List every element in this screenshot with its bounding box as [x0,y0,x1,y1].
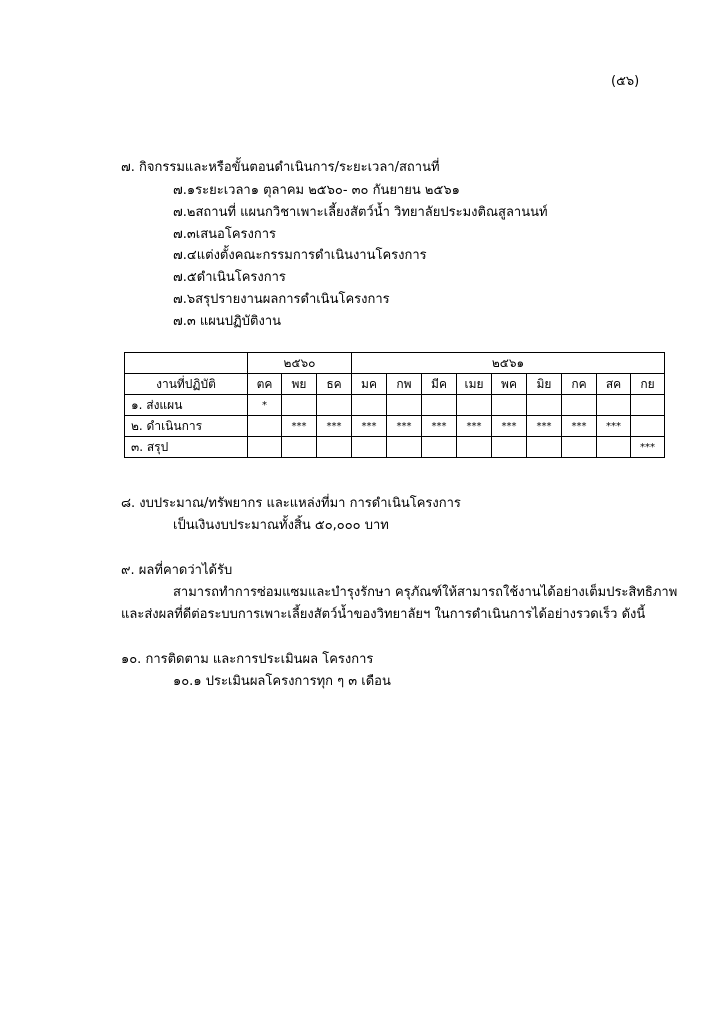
schedule-cell: *** [492,416,527,437]
schedule-cell [492,437,527,458]
schedule-cell: *** [422,416,457,437]
month-header-row [125,374,665,395]
schedule-cell [387,437,422,458]
schedule-cell [422,395,457,416]
month-header: มิย [527,374,562,395]
section7-item-3: ๗.๓เสนอโครงการ [173,227,277,242]
schedule-cell [352,395,387,416]
task-header: งานที่ปฏิบัติ [125,374,248,395]
schedule-cell [387,395,422,416]
section10-title: ๑๐. การติดตาม และการประเมินผล โครงการ [121,652,374,667]
section9-body-line1: สามารถทำการซ่อมแซมและบำรุงรักษา ครุภัณฑ์ให้สามารถใช้งานได้อย่างเต็มประสิทธิภาพ [173,585,678,600]
schedule-cell [527,437,562,458]
schedule-cell: *** [317,416,352,437]
month-header: ธค [317,374,352,395]
section8-title: ๘. งบประมาณ/ทรัพยากร และแหล่งที่มา การดำเนินโครงการ [121,496,461,511]
schedule-cell: *** [387,416,422,437]
month-header: พย [282,374,317,395]
schedule-cell [631,395,665,416]
schedule-cell: *** [527,416,562,437]
schedule-cell [457,395,492,416]
section7-item-6: ๗.๖สรุปรายงานผลการดำเนินโครงการ [173,292,390,307]
section7-item-7: ๗.๓ แผนปฏิบัติงาน [173,314,282,329]
plan-table [124,352,665,458]
page-number: (๕๖) [611,74,640,89]
section9-body-line2: และส่งผลที่ดีต่อระบบการเพาะเลี้ยงสัตว์น้ำของวิทยาลัยฯ ในการดำเนินการได้อย่างรวดเร็ว ดังนี้ [121,607,646,622]
section7-item-4: ๗.๔แต่งตั้งคณะกรรมการดำเนินงานโครงการ [173,248,427,263]
month-header: กพ [387,374,422,395]
year-2561-header: ๒๕๖๑ [352,353,665,374]
schedule-cell [457,437,492,458]
year-2560-header: ๒๕๖๐ [248,353,352,374]
schedule-cell: *** [352,416,387,437]
month-header: มค [352,374,387,395]
schedule-cell [422,437,457,458]
task-label: ๑. ส่งแผน [125,395,248,416]
schedule-cell [282,395,317,416]
schedule-cell [631,416,665,437]
section10-item-1: ๑๐.๑ ประเมินผลโครงการทุก ๆ ๓ เดือน [173,674,391,689]
schedule-cell: *** [282,416,317,437]
schedule-cell [352,437,387,458]
schedule-cell [492,395,527,416]
table-row [125,437,665,458]
month-header: เมย [457,374,492,395]
schedule-cell [282,437,317,458]
table-row [125,395,665,416]
section7-item-1: ๗.๑ระยะเวลา๑ ตุลาคม ๒๕๖๐- ๓๐ กันยายน ๒๕๖๑ [173,183,460,198]
schedule-cell: *** [631,437,665,458]
schedule-cell [562,437,597,458]
month-header: ตค [248,374,282,395]
schedule-cell [597,437,631,458]
schedule-cell: *** [457,416,492,437]
section9-title: ๙. ผลที่คาดว่าได้รับ [121,563,233,578]
schedule-cell [248,437,282,458]
schedule-cell: *** [597,416,631,437]
task-label: ๓. สรุป [125,437,248,458]
schedule-cell [597,395,631,416]
month-header: มีค [422,374,457,395]
schedule-cell [317,437,352,458]
schedule-cell [562,395,597,416]
schedule-cell: * [248,395,282,416]
task-label: ๒. ดำเนินการ [125,416,248,437]
month-header: กย [631,374,665,395]
schedule-cell: *** [562,416,597,437]
month-header: พค [492,374,527,395]
section7-item-2: ๗.๒สถานที่ แผนกวิชาเพาะเลี้ยงสัตว์น้ำ วิทยาลัยประมงติณสูลานนท์ [173,205,548,220]
schedule-cell [317,395,352,416]
month-header: กค [562,374,597,395]
section7-item-5: ๗.๕ดำเนินโครงการ [173,270,286,285]
section8-body: เป็นเงินงบประมาณทั้งสิ้น ๕๐,๐๐๐ บาท [173,518,389,533]
schedule-cell [527,395,562,416]
blank-header-cell [125,353,248,374]
schedule-cell [248,416,282,437]
year-header-row [125,353,665,374]
month-header: สค [597,374,631,395]
section7-title: ๗. กิจกรรมและหรือขั้นตอนดำเนินการ/ระยะเวลา/สถานที่ [121,160,440,175]
table-row [125,416,665,437]
